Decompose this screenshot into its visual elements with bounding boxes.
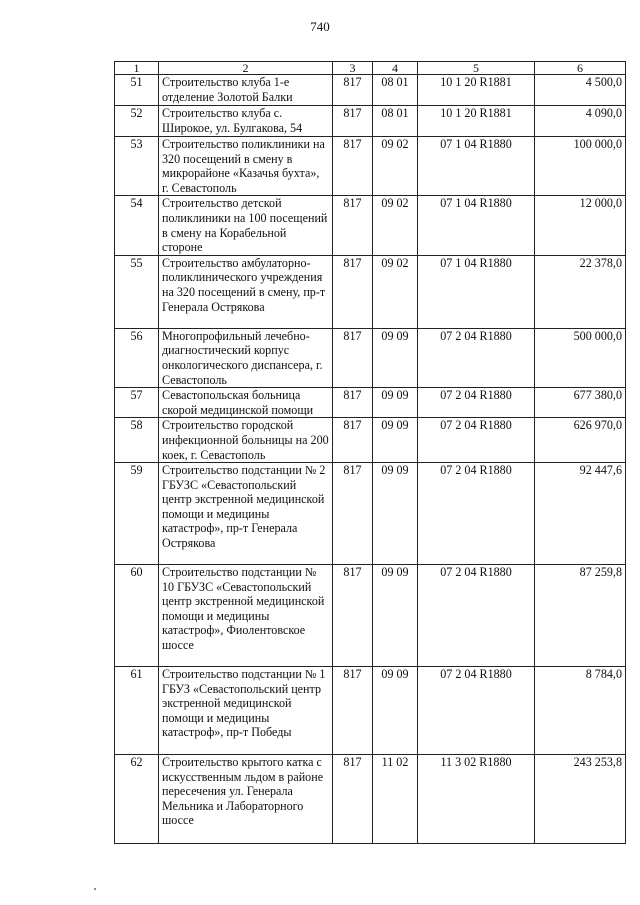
amount-cell: 4 090,0 bbox=[535, 106, 626, 137]
table-row bbox=[115, 388, 626, 418]
budget-code-cell: 817 bbox=[333, 418, 373, 463]
budget-code-cell: 817 bbox=[333, 565, 373, 667]
section-code-cell: 09 09 bbox=[373, 667, 418, 755]
column-header: 5 bbox=[418, 62, 535, 75]
section-code-cell: 09 09 bbox=[373, 565, 418, 667]
section-code-cell: 09 09 bbox=[373, 388, 418, 418]
target-article-cell: 11 3 02 R1880 bbox=[418, 755, 535, 844]
object-name-cell: Строительство клуба 1-е отделение Золотой Балки bbox=[159, 75, 333, 106]
table-row bbox=[115, 75, 626, 106]
target-article-cell: 07 2 04 R1880 bbox=[418, 565, 535, 667]
object-name-cell: Строительство подстанции № 1 ГБУЗ «Севастопольский центр экстренной медицинской помощи и медицины катастроф», пр-т Победы bbox=[159, 667, 333, 755]
section-code-cell: 09 09 bbox=[373, 328, 418, 387]
column-header: 1 bbox=[115, 62, 159, 75]
table-row bbox=[115, 255, 626, 328]
row-number-cell: 57 bbox=[115, 388, 159, 418]
section-code-cell: 08 01 bbox=[373, 106, 418, 137]
row-number-cell: 58 bbox=[115, 418, 159, 463]
object-name-cell: Строительство городской инфекционной больницы на 200 коек, г. Севастополь bbox=[159, 418, 333, 463]
budget-code-cell: 817 bbox=[333, 755, 373, 844]
column-header: 4 bbox=[373, 62, 418, 75]
table-row bbox=[115, 137, 626, 196]
table-row bbox=[115, 328, 626, 387]
budget-code-cell: 817 bbox=[333, 463, 373, 565]
table-row bbox=[115, 196, 626, 255]
section-code-cell: 09 02 bbox=[373, 137, 418, 196]
amount-cell: 677 380,0 bbox=[535, 388, 626, 418]
table-row bbox=[115, 106, 626, 137]
budget-code-cell: 817 bbox=[333, 255, 373, 328]
section-code-cell: 09 02 bbox=[373, 196, 418, 255]
row-number-cell: 52 bbox=[115, 106, 159, 137]
section-code-cell: 09 09 bbox=[373, 418, 418, 463]
object-name-cell: Строительство подстанции № 2 ГБУЗС «Севастопольский центр экстренной медицинской помощи и медицины катастроф», пр-т Генерала Острякова bbox=[159, 463, 333, 565]
row-number-cell: 60 bbox=[115, 565, 159, 667]
amount-cell: 12 000,0 bbox=[535, 196, 626, 255]
section-code-cell: 09 09 bbox=[373, 463, 418, 565]
amount-cell: 4 500,0 bbox=[535, 75, 626, 106]
object-name-cell: Многопрофильный лечебно-диагностический корпус онкологического диспансера, г. Севастополь bbox=[159, 328, 333, 387]
target-article-cell: 07 1 04 R1880 bbox=[418, 255, 535, 328]
object-name-cell: Строительство клуба с. Широкое, ул. Булгакова, 54 bbox=[159, 106, 333, 137]
row-number-cell: 62 bbox=[115, 755, 159, 844]
budget-code-cell: 817 bbox=[333, 388, 373, 418]
target-article-cell: 10 1 20 R1881 bbox=[418, 106, 535, 137]
table-row bbox=[115, 755, 626, 844]
column-header: 6 bbox=[535, 62, 626, 75]
budget-code-cell: 817 bbox=[333, 137, 373, 196]
row-number-cell: 61 bbox=[115, 667, 159, 755]
budget-code-cell: 817 bbox=[333, 328, 373, 387]
page-number: 740 bbox=[310, 19, 330, 34]
target-article-cell: 10 1 20 R1881 bbox=[418, 75, 535, 106]
column-header: 2 bbox=[159, 62, 333, 75]
target-article-cell: 07 2 04 R1880 bbox=[418, 463, 535, 565]
budget-code-cell: 817 bbox=[333, 196, 373, 255]
object-name-cell: Севастопольская больница скорой медицинской помощи bbox=[159, 388, 333, 418]
target-article-cell: 07 1 04 R1880 bbox=[418, 196, 535, 255]
amount-cell: 87 259,8 bbox=[535, 565, 626, 667]
budget-code-cell: 817 bbox=[333, 667, 373, 755]
amount-cell: 92 447,6 bbox=[535, 463, 626, 565]
amount-cell: 626 970,0 bbox=[535, 418, 626, 463]
object-name-cell: Строительство подстанции № 10 ГБУЗС «Севастопольский центр экстренной медицинской помощи и медицины катастроф», Фиолентовское шоссе bbox=[159, 565, 333, 667]
section-code-cell: 11 02 bbox=[373, 755, 418, 844]
row-number-cell: 56 bbox=[115, 328, 159, 387]
section-code-cell: 09 02 bbox=[373, 255, 418, 328]
amount-cell: 8 784,0 bbox=[535, 667, 626, 755]
row-number-cell: 54 bbox=[115, 196, 159, 255]
target-article-cell: 07 2 04 R1880 bbox=[418, 667, 535, 755]
amount-cell: 243 253,8 bbox=[535, 755, 626, 844]
budget-code-cell: 817 bbox=[333, 106, 373, 137]
object-name-cell: Строительство поликлиники на 320 посещений в смену в микрорайоне «Казачья бухта», г. Севастополь bbox=[159, 137, 333, 196]
target-article-cell: 07 1 04 R1880 bbox=[418, 137, 535, 196]
table-row bbox=[115, 667, 626, 755]
row-number-cell: 53 bbox=[115, 137, 159, 196]
table-row bbox=[115, 418, 626, 463]
scan-speck bbox=[94, 888, 96, 890]
object-name-cell: Строительство амбулаторно-поликлинического учреждения на 320 посещений в смену, пр-т Генерала Острякова bbox=[159, 255, 333, 328]
table-header-row bbox=[115, 62, 626, 75]
table-row bbox=[115, 565, 626, 667]
row-number-cell: 51 bbox=[115, 75, 159, 106]
amount-cell: 100 000,0 bbox=[535, 137, 626, 196]
amount-cell: 500 000,0 bbox=[535, 328, 626, 387]
target-article-cell: 07 2 04 R1880 bbox=[418, 388, 535, 418]
column-header: 3 bbox=[333, 62, 373, 75]
row-number-cell: 55 bbox=[115, 255, 159, 328]
target-article-cell: 07 2 04 R1880 bbox=[418, 328, 535, 387]
row-number-cell: 59 bbox=[115, 463, 159, 565]
object-name-cell: Строительство крытого катка с искусственным льдом в районе пересечения ул. Генерала Мельника и Лабораторного шоссе bbox=[159, 755, 333, 844]
amount-cell: 22 378,0 bbox=[535, 255, 626, 328]
target-article-cell: 07 2 04 R1880 bbox=[418, 418, 535, 463]
table-row bbox=[115, 463, 626, 565]
budget-table bbox=[114, 61, 626, 844]
budget-code-cell: 817 bbox=[333, 75, 373, 106]
object-name-cell: Строительство детской поликлиники на 100 посещений в смену на Корабельной стороне bbox=[159, 196, 333, 255]
section-code-cell: 08 01 bbox=[373, 75, 418, 106]
